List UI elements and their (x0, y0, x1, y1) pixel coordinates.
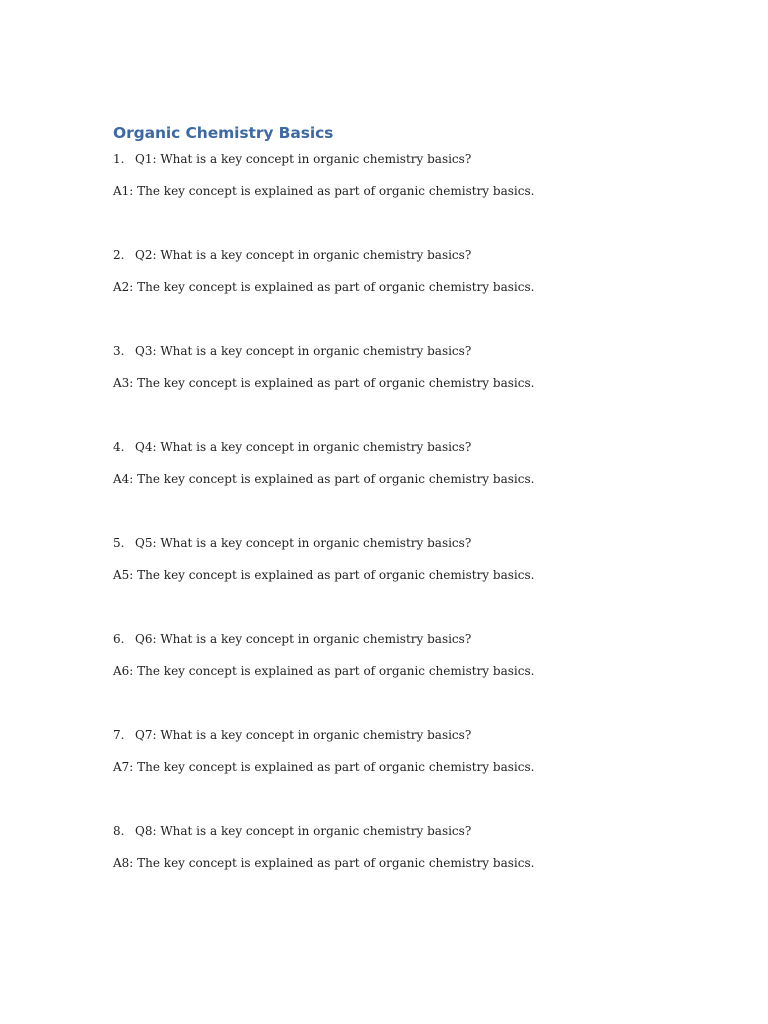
question-line (113, 727, 471, 743)
question-line (113, 439, 471, 455)
item-number: 4. (113, 440, 125, 454)
item-number: 8. (113, 824, 125, 838)
list-item (0, 535, 768, 595)
question-text: Q1: What is a key concept in organic chemistry basics? (135, 152, 472, 166)
item-number: 7. (113, 728, 125, 742)
list-item (0, 727, 768, 787)
answer-text: A5: The key concept is explained as part of organic chemistry basics. (113, 568, 535, 582)
page-title: Organic Chemistry Basics (113, 124, 334, 142)
answer-text: A2: The key concept is explained as part of organic chemistry basics. (113, 280, 535, 294)
question-line (113, 151, 471, 167)
list-item (0, 247, 768, 307)
item-number: 1. (113, 152, 125, 166)
item-number: 6. (113, 632, 125, 646)
list-item (0, 151, 768, 211)
answer-text: A4: The key concept is explained as part of organic chemistry basics. (113, 472, 535, 486)
answer-text: A6: The key concept is explained as part of organic chemistry basics. (113, 664, 535, 678)
list-item (0, 343, 768, 403)
item-number: 2. (113, 248, 125, 262)
answer-text: A3: The key concept is explained as part of organic chemistry basics. (113, 376, 535, 390)
question-text: Q5: What is a key concept in organic chemistry basics? (135, 536, 472, 550)
question-text: Q2: What is a key concept in organic chemistry basics? (135, 248, 472, 262)
answer-text: A7: The key concept is explained as part of organic chemistry basics. (113, 760, 535, 774)
question-text: Q8: What is a key concept in organic chemistry basics? (135, 824, 472, 838)
question-text: Q3: What is a key concept in organic chemistry basics? (135, 344, 472, 358)
answer-text: A8: The key concept is explained as part of organic chemistry basics. (113, 856, 535, 870)
question-text: Q7: What is a key concept in organic chemistry basics? (135, 728, 472, 742)
item-number: 5. (113, 536, 125, 550)
question-line (113, 535, 471, 551)
question-line (113, 343, 471, 359)
answer-text: A1: The key concept is explained as part of organic chemistry basics. (113, 184, 535, 198)
item-number: 3. (113, 344, 125, 358)
list-item (0, 823, 768, 883)
question-line (113, 247, 471, 263)
question-text: Q6: What is a key concept in organic chemistry basics? (135, 632, 472, 646)
question-line (113, 631, 471, 647)
list-item (0, 631, 768, 691)
question-line (113, 823, 471, 839)
question-text: Q4: What is a key concept in organic chemistry basics? (135, 440, 472, 454)
list-item (0, 439, 768, 499)
